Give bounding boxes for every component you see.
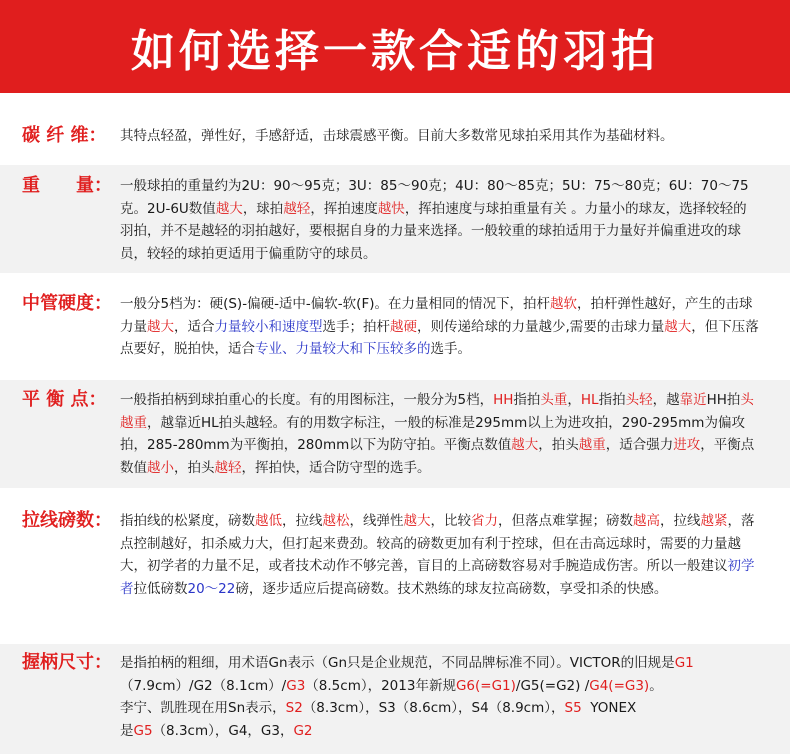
- highlight-text: G3: [286, 677, 306, 694]
- body-text: 拉低磅数: [133, 580, 188, 597]
- highlight-text: 省力: [471, 513, 498, 529]
- section-shaft-stiffness: [0, 285, 790, 369]
- highlight-text: 越松: [322, 513, 350, 529]
- body-text: ，则传递给球的力量越少,需要的击球力量: [417, 318, 665, 335]
- body-text: 是指拍柄的粗细，用术语Gn表示（Gn只是企业规范，不同品牌标准不同）。VICTOR的旧规是: [120, 655, 675, 671]
- title-banner: [0, 0, 790, 93]
- highlight-text: 越大: [403, 513, 431, 529]
- section-label: 拉线磅数：: [22, 510, 112, 531]
- section-body: [120, 285, 760, 361]
- highlight-text: 越紧: [700, 513, 728, 529]
- section-label: 握柄尺寸：: [22, 652, 112, 673]
- body-text: 磅，逐步适应后提高磅数。技术熟练的球友拉高磅数，享受扣杀的快感。: [235, 580, 668, 597]
- body-text: ，: [567, 392, 581, 408]
- section-body: [120, 380, 760, 479]
- body-text: ，拍头: [538, 437, 579, 453]
- highlight-text: HH: [493, 392, 514, 408]
- section-label: 碳 纤 维：: [22, 125, 107, 146]
- body-text: ，落点控制越好，扣杀威力大，但打起来费劲。较高的磅数更加有利于控球，但在击高远球时，需要的力量越大，初学者的力量不足，或者技术动作不够完善，盲目的上高磅数容易对手腕造成伤害。所以一般建议: [120, 513, 755, 574]
- body-text: ，适合: [174, 318, 215, 335]
- body-text: ，越: [652, 392, 680, 408]
- highlight-text: 头越重: [120, 392, 754, 431]
- highlight-text: 越硬: [390, 318, 417, 335]
- body-text: ，挥拍快，适合防守型的选手。: [241, 459, 431, 476]
- body-text: 。 李宁、凯胜现在用Sn表示，: [120, 677, 663, 716]
- section-weight: [0, 165, 790, 273]
- body-text: 指拍: [513, 392, 541, 408]
- body-text: ，比较: [430, 513, 471, 529]
- highlight-text: 越轻: [283, 200, 311, 217]
- highlight-text: G6(=G1): [455, 677, 516, 694]
- highlight-text: 越小: [147, 459, 174, 476]
- body-text: YONEX 是: [120, 700, 637, 739]
- body-text: ，越靠近HL拍头越轻。有的用数字标注，一般的标准是295mm以上为进攻拍，290-295mm为偏攻拍，285-280mm为平衡拍，280mm以下为防守拍。平衡点数值: [120, 414, 745, 453]
- body-text: ，拉线: [660, 513, 701, 529]
- body-text: ，但下压落点要好，脱拍快，适合: [120, 318, 759, 357]
- highlight-text: 专业、力量较大和下压较多的: [255, 341, 431, 357]
- body-text: ，但落点难掌握；磅数: [498, 513, 633, 529]
- highlight-text: 越重: [578, 437, 606, 453]
- section-balance-point: [0, 380, 790, 488]
- section-label: 重 量：: [22, 175, 112, 196]
- highlight-text: 越大: [147, 318, 174, 335]
- section-carbon-fiber: [0, 117, 790, 157]
- highlight-text: 20～22: [187, 580, 236, 597]
- body-text: ，挥拍速度: [310, 200, 378, 217]
- highlight-text: 越大: [215, 200, 243, 217]
- highlight-text: 力量较小和速度型: [214, 318, 323, 335]
- highlight-text: G1: [674, 655, 694, 671]
- body-text: ，拉线: [282, 513, 323, 529]
- section-body: [120, 117, 760, 148]
- body-text: （8.3cm），S3（8.6cm），S4（8.9cm），: [302, 700, 565, 716]
- body-text: （8.3cm），G4，G3，: [152, 722, 294, 739]
- highlight-text: S5: [564, 700, 582, 716]
- body-text: ，拍头: [174, 459, 215, 476]
- body-text: 一般指拍柄到球拍重心的长度。有的用图标注，一般分为5档，: [120, 392, 494, 408]
- highlight-text: 越高: [633, 513, 660, 529]
- body-text: （8.5cm），2013年新规: [305, 677, 456, 694]
- highlight-text: 越软: [549, 296, 577, 312]
- section-body: [120, 504, 760, 600]
- section-body: [120, 165, 760, 265]
- highlight-text: G4(=G3): [589, 677, 650, 694]
- body-text: ，挥拍速度与球拍重量有关 。力量小的球友，选择较轻的羽拍，并不是越轻的羽拍越好，要根据自身的力量来选择。一般较重的球拍适用于力量好并偏重进攻的球员，较轻的球拍更适用于偏重防守的球员。: [120, 200, 747, 262]
- highlight-text: 初学者: [120, 558, 755, 597]
- section-label: 平 衡 点：: [22, 389, 107, 410]
- highlight-text: S2: [285, 700, 303, 716]
- section-body: [120, 644, 760, 742]
- body-text: （7.9cm）/G2（8.1cm）/: [120, 677, 287, 694]
- body-text: /G5(=G2) /: [515, 677, 590, 694]
- page-title: 如何选择一款合适的羽拍: [131, 25, 659, 77]
- highlight-text: 越快: [377, 200, 405, 217]
- section-grip-size: [0, 644, 790, 754]
- body-text: 指拍线的松紧度，磅数: [120, 513, 255, 529]
- body-text: ，适合强力: [605, 437, 674, 453]
- highlight-text: 越大: [511, 437, 539, 453]
- body-text: 选手。: [430, 341, 471, 357]
- body-text: 指拍: [598, 392, 626, 408]
- body-text: 一般球拍的重量约为2U：90～95克；3U：85～90克；4U：80～85克；5U：75～80克；6U：70～75克。2U-6U数值: [120, 178, 749, 217]
- body-text: ，线弹性: [349, 513, 404, 529]
- highlight-text: HL: [580, 392, 599, 408]
- section-label: 中管硬度：: [22, 293, 112, 314]
- body-text: ，拍杆弹性越好，产生的击球力量: [120, 296, 753, 335]
- highlight-text: G2: [293, 722, 313, 739]
- body-text: 一般分5档为：硬(S)-偏硬-适中-偏软-软(F)。在力量相同的情况下，拍杆: [120, 296, 550, 312]
- body-text: ，球拍: [242, 200, 284, 217]
- highlight-text: 越低: [255, 513, 282, 529]
- body-text: HH拍: [706, 392, 741, 408]
- highlight-text: 越大: [664, 318, 692, 335]
- body-text: ，平衡点数值: [120, 437, 755, 476]
- body-text: 选手；拍杆: [322, 318, 390, 335]
- highlight-text: 进攻: [673, 437, 701, 453]
- highlight-text: 越轻: [214, 459, 242, 476]
- section-string-tension: [0, 504, 790, 632]
- highlight-text: G5: [133, 722, 153, 739]
- highlight-text: 头重: [540, 392, 568, 408]
- body-text: 其特点轻盈，弹性好，手感舒适，击球震感平衡。目前大多数常见球拍采用其作为基础材料。: [120, 128, 674, 144]
- highlight-text: 头轻: [625, 392, 653, 408]
- highlight-text: 靠近: [679, 392, 707, 408]
